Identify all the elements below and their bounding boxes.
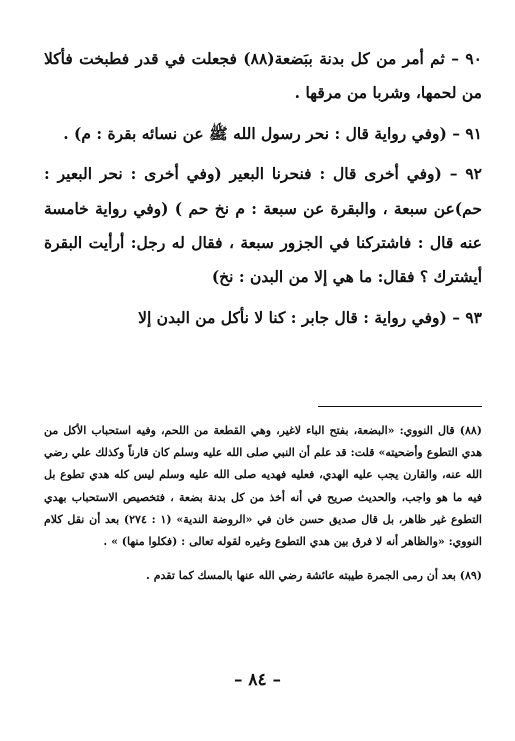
footnotes: [44, 420, 482, 599]
hadith-91: ٩١ – (وفي رواية قال : نحر رسول الله ﷺ عن نسائه بقرة : م) .: [63, 123, 482, 143]
main-text: [44, 42, 482, 341]
page-number: – ٨٤ –: [233, 670, 282, 690]
footnote-88: (٨٨) قال النووي: «البضعة، بفتح الباء لاغير، وهي القطعة من اللحم، وفيه استحباب الأكل من هدي التطوع وأضحيته» قلت: قد علم أن النبي صلى الله عليه وسلم كان قارناً وكذلك علي رضي الله عنه، والقارن يجب عليه الهدي، فعليه فهديه صلى الله عليه وسلم ليس كله هدي تطوع بل فيه ما هو واجب، والحديث صريح في أنه أخذ من كل بدنة بضعة ، فتخصيص الاستحباب بهدي التطوع غير ظاهر، بل قال صديق حسن خان في «الروضة الندية» (١ : ٢٧٤) بعد أن نقل كلام النووي: «والظاهر أنه لا فرق بين هدي التطوع وغيره لقوله تعالى : (فكلوا منها) » .: [44, 424, 482, 549]
hadith-90: ٩٠ – ثم أمر من كل بدنة ببَضعة(٨٨) فجعلت في قدر فطبخت فأكلا من لحمها، وشربا من مرقها .: [44, 49, 482, 103]
footnote-divider: [318, 406, 482, 407]
footnote-89: (٨٩) بعد أن رمى الجمرة طيبته عائشة رضي الله عنها بالمسك كما تقدم .: [146, 569, 482, 583]
hadith-92: ٩٢ – (وفي أخرى قال : فنحرنا البعير (وفي أخرى : نحر البعير : حم)عن سبعة ، والبقرة عن سبعة : م نخ حم ) (وفي رواية خامسة عنه قال : فاشتركنا في الجزور سبعة ، فقال له رجل: أرأيت البقرة أيشترك ؟ فقال: ما هي إلا من البدن : نخ): [44, 164, 482, 287]
hadith-93: ٩٣ – (وفي رواية : قال جابر : كنا لا نأكل من البدن إلا: [138, 307, 482, 327]
